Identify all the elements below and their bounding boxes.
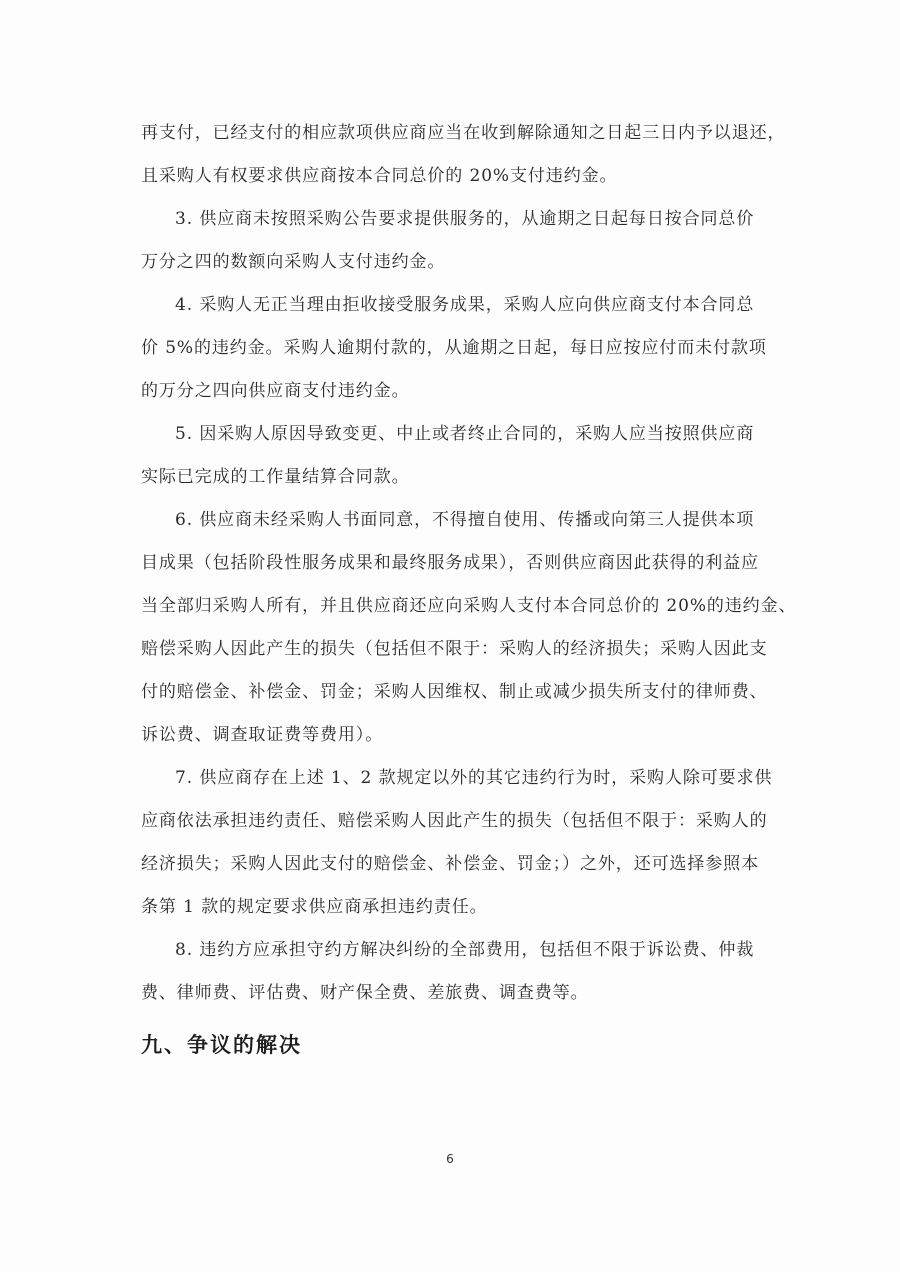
text-line: 付的赔偿金、补偿金、罚金；采购人因维权、制止或减少损失所支付的律师费、 xyxy=(141,682,768,702)
text-line: 应商依法承担违约责任、赔偿采购人因此产生的损失（包括但不限于：采购人的 xyxy=(141,811,768,831)
section-heading: 九、争议的解决 xyxy=(141,1033,302,1057)
text-line: 目成果（包括阶段性服务成果和最终服务成果），否则供应商因此获得的利益应 xyxy=(141,553,759,573)
text-line: 8. 违约方应承担守约方解决纠纷的全部费用，包括但不限于诉讼费、仲裁 xyxy=(175,940,755,960)
text-line: 条第 1 款的规定要求供应商承担违约责任。 xyxy=(141,897,488,917)
page-number: 6 xyxy=(446,1152,454,1166)
text-line: 诉讼费、调查取证费等费用）。 xyxy=(141,725,384,745)
text-line: 6. 供应商未经采购人书面同意，不得擅自使用、传播或向第三人提供本项 xyxy=(175,510,755,530)
text-line: 的万分之四向供应商支付违约金。 xyxy=(141,381,410,401)
clause-item-3 xyxy=(141,198,771,284)
text-line: 赔偿采购人因此产生的损失（包括但不限于：采购人的经济损失；采购人因此支 xyxy=(141,639,768,659)
text-line: 7. 供应商存在上述 1、2 款规定以外的其它违约行为时，采购人除可要求供 xyxy=(175,768,773,788)
clause-item-7 xyxy=(141,757,771,929)
text-line: 再支付，已经支付的相应款项供应商应当在收到解除通知之日起三日内予以退还， xyxy=(141,123,786,143)
clause-item-8 xyxy=(141,929,771,1015)
text-line: 3. 供应商未按照采购公告要求提供服务的，从逾期之日起每日按合同总价 xyxy=(175,209,755,229)
text-line: 价 5%的违约金。采购人逾期付款的，从逾期之日起，每日应按应付而未付款项 xyxy=(141,338,767,358)
text-line: 费、律师费、评估费、财产保全费、差旅费、调查费等。 xyxy=(141,983,589,1003)
clause-item-5 xyxy=(141,413,771,499)
text-line: 当全部归采购人所有，并且供应商还应向采购人支付本合同总价的 20%的违约金、 xyxy=(141,596,797,616)
text-line: 且采购人有权要求供应商按本合同总价的 20%支付违约金。 xyxy=(141,166,618,186)
text-line: 实际已完成的工作量结算合同款。 xyxy=(141,467,410,487)
text-line: 万分之四的数额向采购人支付违约金。 xyxy=(141,252,446,272)
clause-item-6 xyxy=(141,499,797,757)
text-line: 经济损失；采购人因此支付的赔偿金、补偿金、罚金；）之外，还可选择参照本 xyxy=(141,854,759,874)
clause-item-4 xyxy=(141,284,771,413)
document-body xyxy=(141,112,797,1069)
text-line: 4. 采购人无正当理由拒收接受服务成果，采购人应向供应商支付本合同总 xyxy=(175,295,755,315)
paragraph-continuation xyxy=(141,112,786,198)
text-line: 5. 因采购人原因导致变更、中止或者终止合同的，采购人应当按照供应商 xyxy=(175,424,755,444)
